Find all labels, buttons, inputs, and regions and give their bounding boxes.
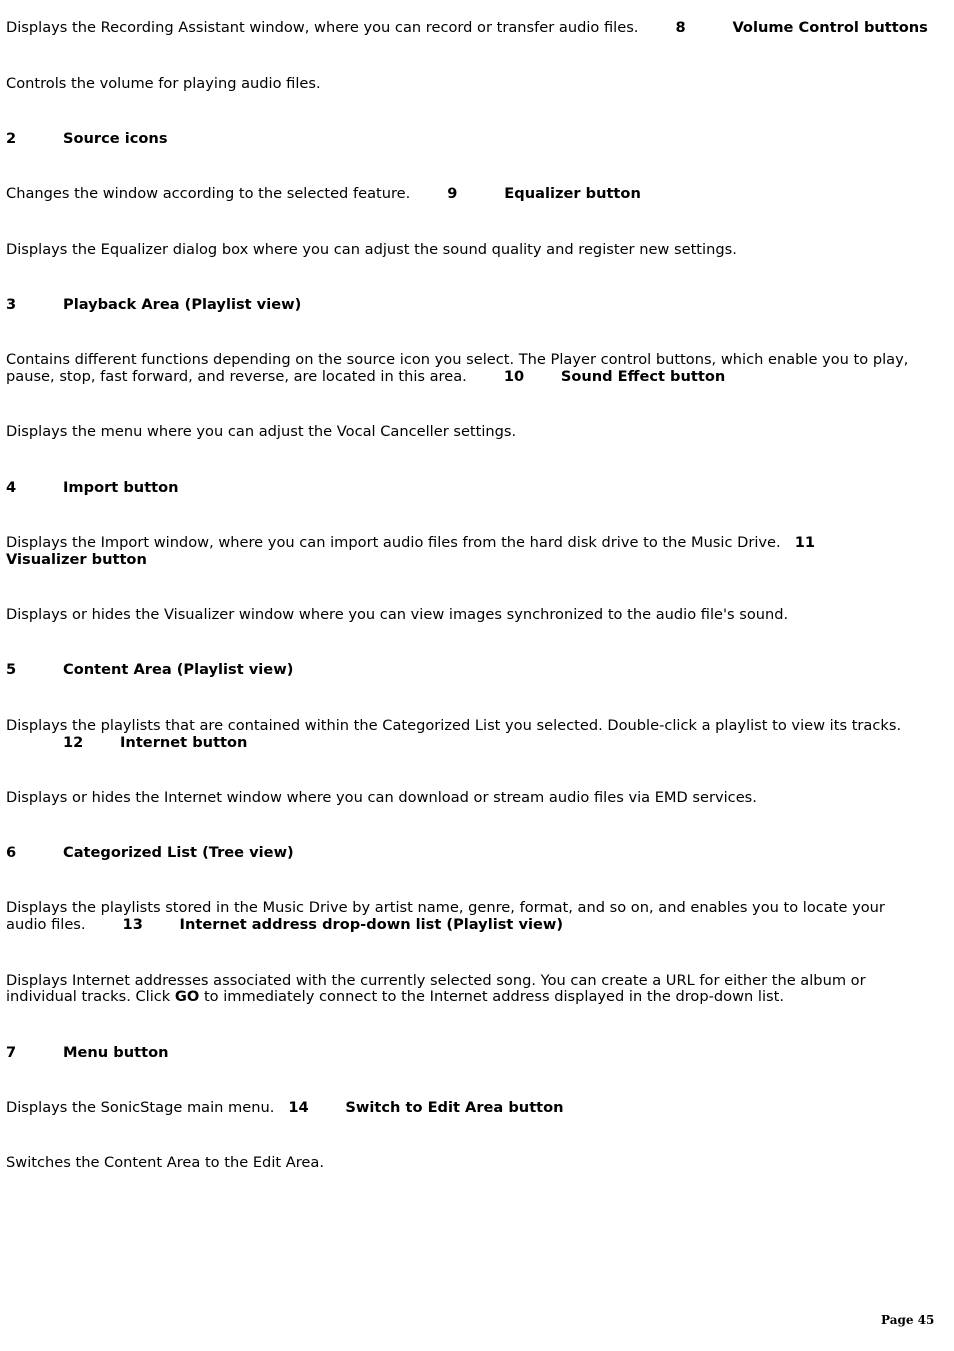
paragraph-internet-address-line1 [6, 972, 866, 989]
item-number: 2 [6, 130, 17, 147]
paragraph-recording-assistant [6, 19, 928, 36]
item-title: Import button [63, 479, 179, 496]
heading-import-button [6, 479, 179, 496]
item-number: 3 [6, 296, 17, 313]
paragraph-source-icons [6, 185, 641, 202]
item-title: Playback Area (Playlist view) [63, 296, 302, 313]
paragraph-text: Changes the window according to the selected feature. [6, 185, 411, 202]
item-number: 14 [288, 1099, 309, 1116]
heading-menu-button [6, 1044, 168, 1061]
paragraph-text: Displays or hides the Internet window where you can download or stream audio files via EMD services. [6, 789, 757, 806]
item-title: Source icons [63, 130, 168, 147]
paragraph-text: to immediately connect to the Internet address displayed in the drop-down list. [203, 988, 784, 1005]
item-number: 12 [63, 734, 84, 751]
paragraph-text: Displays the Import window, where you can import audio files from the hard disk drive to the Music Drive. [6, 534, 781, 551]
heading-source-icons [6, 130, 168, 147]
item-title: Volume Control buttons [732, 19, 928, 36]
paragraph-text: Displays the playlists stored in the Music Drive by artist name, genre, format, and so on, and enables you to locate your [6, 899, 885, 916]
paragraph-text: Contains different functions depending on the source icon you select. The Player control buttons, which enable you to play, [6, 351, 909, 368]
page-number: Page 45 [881, 1313, 935, 1327]
paragraph-text: Switches the Content Area to the Edit Area. [6, 1154, 324, 1171]
paragraph-text: pause, stop, fast forward, and reverse, are located in this area. [6, 368, 467, 385]
item-number: 4 [6, 479, 17, 496]
paragraph-text: Displays the Recording Assistant window, where you can record or transfer audio files. [6, 19, 639, 36]
item-number: 6 [6, 844, 17, 861]
item-title: Content Area (Playlist view) [63, 661, 294, 678]
paragraph-edit-area [6, 1154, 324, 1171]
item-number: 5 [6, 661, 17, 678]
paragraph-internet-button [6, 789, 757, 806]
paragraph-text: individual tracks. Click [6, 988, 171, 1005]
item-number: 13 [122, 916, 143, 933]
paragraph-visualizer [6, 606, 788, 623]
heading-categorized-list [6, 844, 294, 861]
go-keyword: GO [174, 988, 200, 1005]
item-title: Sound Effect button [560, 368, 726, 385]
item-number: 11 [794, 534, 815, 551]
item-title: Visualizer button [6, 551, 147, 568]
paragraph-categorized-list-line2 [6, 916, 563, 933]
paragraph-categorized-list-line1 [6, 899, 885, 916]
heading-playback-area [6, 296, 301, 313]
heading-content-area [6, 661, 293, 678]
paragraph-menu-button [6, 1099, 564, 1116]
paragraph-sound-effect [6, 423, 516, 440]
paragraph-content-area-line1 [6, 717, 901, 734]
paragraph-equalizer [6, 241, 737, 258]
item-title: Internet address drop-down list (Playlist view) [179, 916, 564, 933]
paragraph-volume-control [6, 75, 321, 92]
item-title: Categorized List (Tree view) [63, 844, 294, 861]
paragraph-text: Displays the menu where you can adjust the Vocal Canceller settings. [6, 423, 517, 440]
item-number: 10 [503, 368, 525, 385]
item-number: 7 [6, 1044, 17, 1061]
paragraph-content-area-line2 [6, 734, 247, 751]
item-title: Switch to Edit Area button [345, 1099, 564, 1116]
item-number: 8 [675, 19, 686, 36]
paragraph-text: Displays the playlists that are contained within the Categorized List you selected. Double-click a playlist to view its tracks. [6, 717, 902, 734]
paragraph-text: Displays Internet addresses associated with the currently selected song. You can create a URL for either the album or [6, 972, 866, 989]
item-number: 9 [447, 185, 458, 202]
paragraph-text: Displays the Equalizer dialog box where you can adjust the sound quality and register new settings. [6, 241, 737, 258]
paragraph-text: audio files. [6, 916, 86, 933]
paragraph-playback-area-line1 [6, 351, 908, 368]
paragraph-text: Displays the SonicStage main menu. [6, 1099, 275, 1116]
item-title: Equalizer button [504, 185, 641, 202]
paragraph-playback-area-line2 [6, 368, 725, 385]
paragraph-import-line1 [6, 534, 815, 551]
paragraph-text: Controls the volume for playing audio files. [6, 75, 321, 92]
item-title: Internet button [120, 734, 248, 751]
paragraph-internet-address-line2 [6, 988, 784, 1005]
paragraph-text: Displays or hides the Visualizer window where you can view images synchronized to the audio file's sound. [6, 606, 789, 623]
paragraph-import-line2 [6, 551, 147, 568]
item-title: Menu button [63, 1044, 169, 1061]
